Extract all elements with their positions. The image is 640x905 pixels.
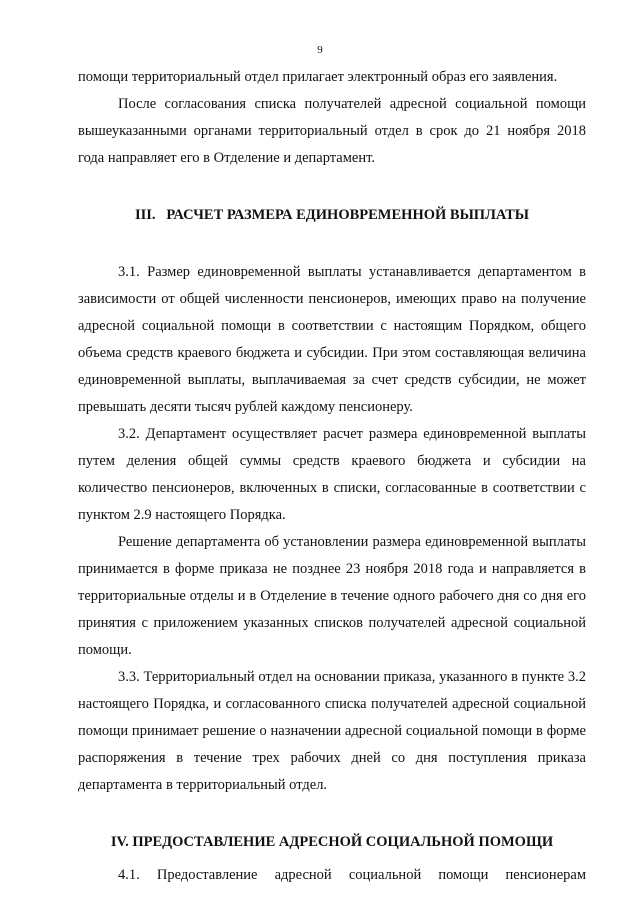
paragraph-approval: После согласования списка получателей адресной социальной помощи вышеуказанными органами территориальный отдел в срок до 21 ноября 2018 года направляет его в Отделение и департамент. [78,96,586,166]
section-3-heading: III. РАСЧЕТ РАЗМЕРА ЕДИНОВРЕМЕННОЙ ВЫПЛАТЫ [135,207,529,223]
section-4-heading: IV. ПРЕДОСТАВЛЕНИЕ АДРЕСНОЙ СОЦИАЛЬНОЙ ПОМОЩИ [110,834,554,850]
paragraph-3-2: 3.2. Департамент осуществляет расчет размера единовременной выплаты путем деления общей суммы средств краевого бюджета и субсидии на количество пенсионеров, включенных в списки, согласованные в соответствии с пунктом 2.9 настоящего Порядка. [78,426,586,523]
paragraph-continuation: помощи территориальный отдел прилагает электронный образ его заявления. [78,69,558,85]
paragraph-3-3: 3.3. Территориальный отдел на основании приказа, указанного в пункте 3.2 настоящего Порядка, и согласованного списка получателей адресной социальной помощи принимает решение о назначении адресной социальной помощи в форме распоряжения в течение трех рабочих дней со дня поступления приказа департамента в территориальный отдел. [78,669,586,793]
document-body [78,64,586,889]
paragraph-3-2-decision: Решение департамента об установлении размера единовременной выплаты принимается в форме приказа не позднее 23 ноября 2018 года и направляется в территориальные отделы и в Отделение в течение одного рабочего дня со дня его принятия с приложением указанных списков получателей адресной социальной помощи. [78,534,586,658]
paragraph-4-1: 4.1. Предоставление адресной социальной помощи пенсионерам [118,867,586,883]
page-number: 9 [317,44,323,56]
paragraph-3-1: 3.1. Размер единовременной выплаты устанавливается департаментом в зависимости от общей численности пенсионеров, имеющих право на получение адресной социальной помощи в соответствии с настоящим Порядком, общего объема средств краевого бюджета и субсидии. При этом составляющая величина единовременной выплаты, выплачиваемая за счет средств субсидии, не может превышать десяти тысяч рублей каждому пенсионеру. [78,264,586,415]
